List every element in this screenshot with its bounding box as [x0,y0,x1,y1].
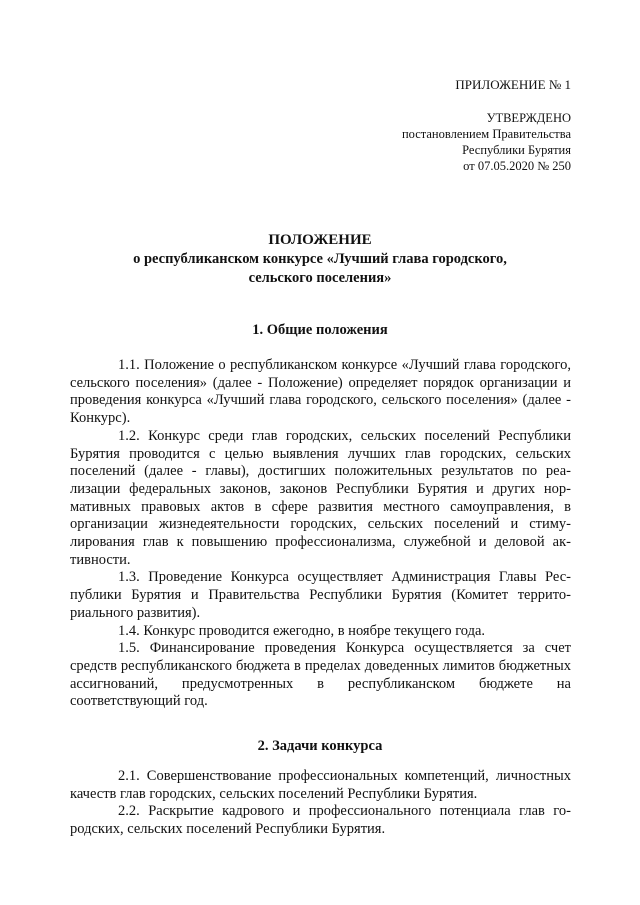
title-subtitle-line-2: сельского поселения» [248,270,392,286]
paragraph-1-3: 1.3. Проведение Конкурса осуществляет Администрация Главы Республики Бурятия и Правительства Республики Бурятия (Комитет территориального развития). [70,569,571,621]
approval-line-3: Республики Бурятия [462,143,571,157]
approval-line-1: УТВЕРЖДЕНО [486,111,571,125]
title-subtitle-line-1: о республиканском конкурсе «Лучший глава городского, [133,251,507,267]
paragraph-1-1: 1.1. Положение о республиканском конкурсе «Лучший глава городского, сельского поселения» (далее - Положение) определяет порядок организации и проведения конкурса «Лучший глава городского, сельского поселения» (далее - Конкурс). [70,357,571,427]
title-main: ПОЛОЖЕНИЕ [268,232,372,248]
paragraph-1-5: 1.5. Финансирование проведения Конкурса осуществляется за счет средств республиканского бюджета в пределах доведенных лимитов бюджетных ассигнований, предусмотренных в республиканском бюджете на соответствующий год. [70,640,571,710]
section-1-heading: 1. Общие положения [252,322,388,338]
paragraph-2-2: 2.2. Раскрытие кадрового и профессионального потенциала глав городских, сельских поселений Республики Бурятия. [70,803,571,838]
paragraph-2-1: 2.1. Совершенствование профессиональных компетенций, личностных качеств глав городских, сельских поселений Республики Бурятия. [70,768,571,802]
paragraph-1-2: 1.2. Конкурс среди глав городских, сельских поселений Республики Бурятия проводится с целью выявления лучших глав городских, сельских поселений (далее - главы), достигших положительных результатов по реализации федеральных законов, законов Республики Бурятия и других нормативных правовых актов в сфере развития местного самоуправления, в организации жизнедеятельности городских, сельских поселений и стимулирования глав к повышению профессионализма, служебной и деловой активности. [70,427,571,568]
section-1-body [70,357,571,711]
approval-line-2: постановлением Правительства [401,127,571,141]
section-2-heading: 2. Задачи конкурса [257,738,383,754]
paragraph-1-4: 1.4. Конкурс проводится ежегодно, в ноябре текущего года. [118,622,486,639]
section-2-body [70,768,571,839]
appendix-label: ПРИЛОЖЕНИЕ № 1 [455,77,571,92]
approval-line-4: от 07.05.2020 № 250 [463,159,571,173]
document-title [70,231,570,288]
approval-stamp [402,110,571,174]
